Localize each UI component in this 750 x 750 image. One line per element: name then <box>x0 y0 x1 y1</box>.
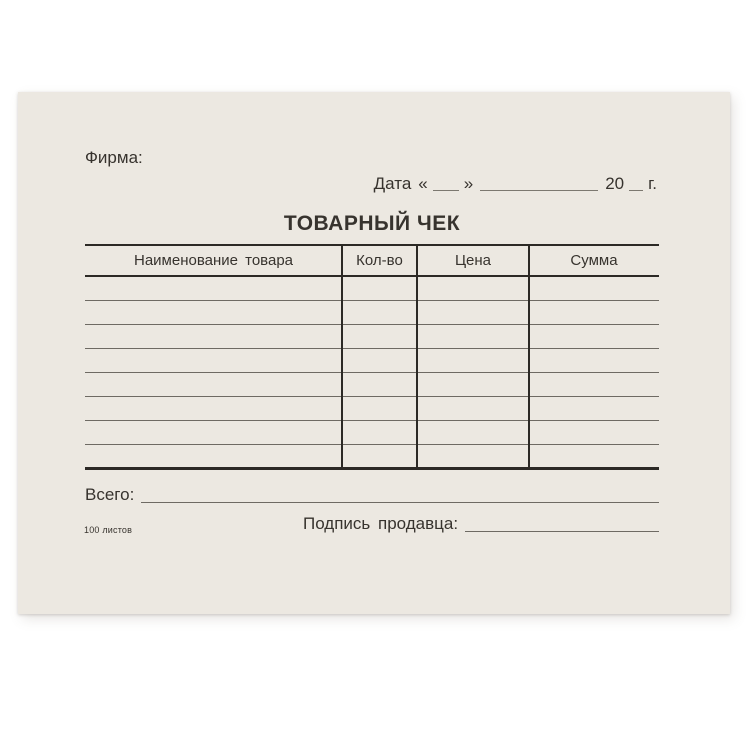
receipt-form-sheet <box>18 92 730 614</box>
date-day-blank <box>433 190 459 191</box>
table-row <box>85 349 659 373</box>
total-label: Всего: <box>85 485 135 504</box>
table-row <box>85 397 659 421</box>
column-header-item-name: Наименование товара <box>133 252 294 269</box>
column-header-amount: Сумма <box>570 252 618 269</box>
column-header-price: Цена <box>454 252 492 269</box>
form-title: ТОВАРНЫЙ ЧЕК <box>283 212 461 235</box>
date-year-suffix: г. <box>648 174 657 193</box>
date-open-quote: « <box>418 174 428 193</box>
table-body <box>85 277 659 470</box>
sheets-count-note: 100 листов <box>84 525 133 535</box>
date-close-quote: » <box>463 174 474 193</box>
date-century: 20 <box>605 174 625 193</box>
total-blank-line <box>141 502 659 503</box>
table-row <box>85 445 659 470</box>
column-divider <box>416 246 418 470</box>
total-row <box>85 485 659 505</box>
signature-blank-line <box>465 531 659 532</box>
column-header-quantity: Кол-во <box>356 252 403 269</box>
table-row <box>85 421 659 445</box>
firm-label: Фирма: <box>85 148 143 167</box>
table-header-row <box>85 246 659 277</box>
table-row <box>85 373 659 397</box>
signature-row <box>303 514 659 534</box>
table-row <box>85 277 659 301</box>
table-row <box>85 325 659 349</box>
table-row <box>85 301 659 325</box>
items-table <box>85 244 659 470</box>
date-year-blank <box>629 190 643 191</box>
date-label: Дата <box>373 174 412 193</box>
column-divider <box>341 246 343 470</box>
date-month-blank <box>480 190 598 191</box>
signature-label: Подпись продавца: <box>303 514 459 533</box>
date-row <box>374 174 657 194</box>
column-divider <box>528 246 530 470</box>
